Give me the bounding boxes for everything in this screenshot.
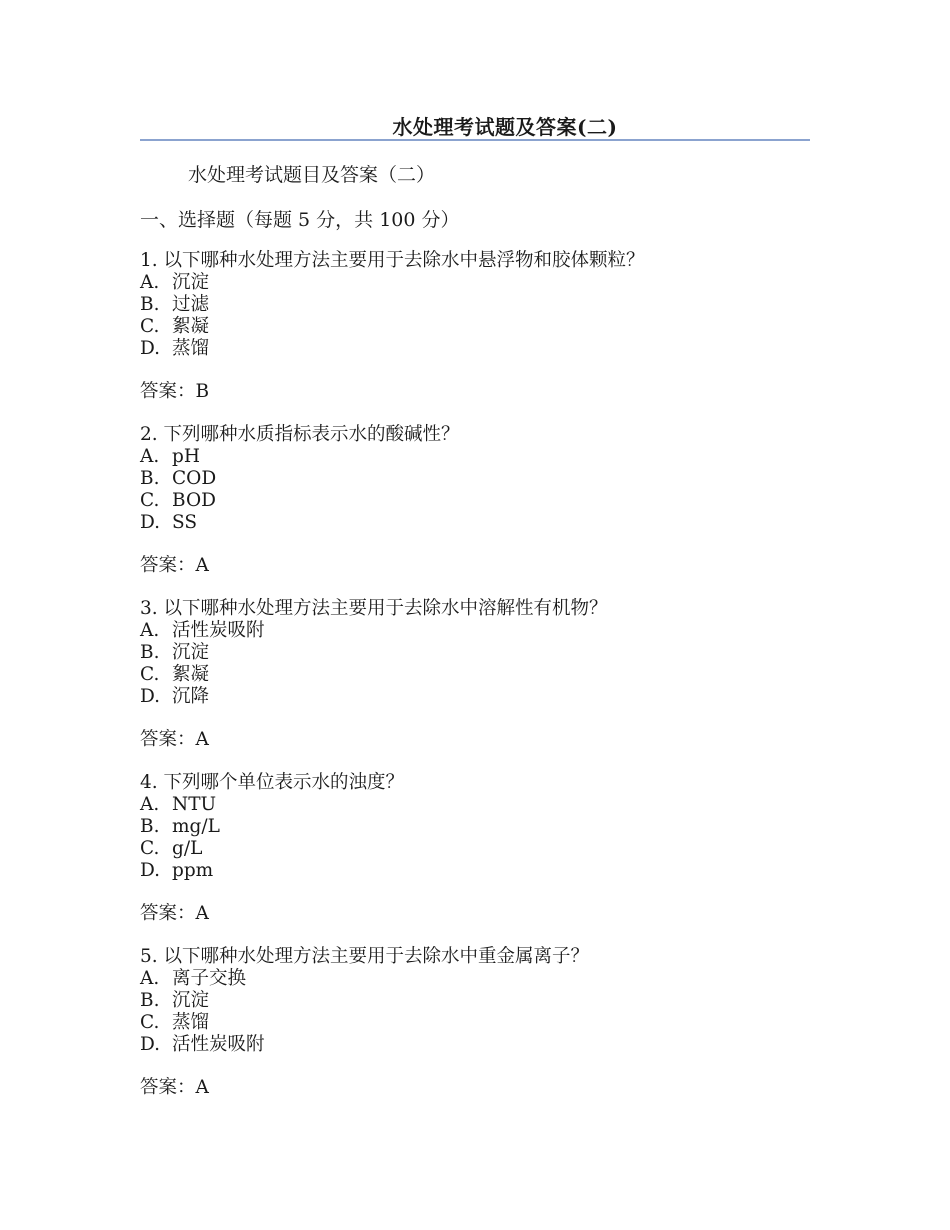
question-prompt: 下列哪个单位表示水的浊度？ — [163, 772, 405, 793]
option-text: 离子交换 — [172, 968, 247, 989]
option-c — [140, 316, 820, 338]
option-text: COD — [172, 468, 217, 489]
option-c — [140, 664, 820, 686]
option-b — [140, 468, 820, 490]
question-text — [140, 250, 820, 272]
option-list — [140, 446, 820, 534]
option-letter: D. — [140, 860, 161, 881]
question-number: 5. — [140, 946, 158, 967]
option-b — [140, 642, 820, 664]
title-divider — [140, 139, 810, 141]
option-b — [140, 294, 820, 316]
question-text — [140, 772, 820, 794]
option-letter: B. — [140, 816, 160, 837]
option-c — [140, 838, 820, 860]
option-text: 活性炭吸附 — [172, 620, 265, 641]
option-a — [140, 446, 820, 468]
option-text: 沉降 — [172, 686, 210, 707]
option-b — [140, 990, 820, 1012]
option-text: 蒸馏 — [172, 1012, 210, 1033]
question-number: 4. — [140, 772, 158, 793]
option-d — [140, 1034, 820, 1056]
answer: 答案：A — [140, 729, 209, 750]
answer: 答案：A — [140, 903, 209, 924]
answer: 答案：A — [140, 555, 209, 576]
question-prompt: 以下哪种水处理方法主要用于去除水中悬浮物和胶体颗粒？ — [163, 250, 645, 271]
option-a — [140, 272, 820, 294]
option-text: 絮凝 — [172, 664, 210, 685]
option-text: pH — [172, 446, 200, 467]
option-d — [140, 512, 820, 534]
option-text: 活性炭吸附 — [172, 1034, 265, 1055]
option-d — [140, 686, 820, 708]
question-4 — [140, 772, 820, 925]
option-text: ppm — [172, 860, 214, 881]
option-text: 絮凝 — [172, 316, 210, 337]
option-text: 沉淀 — [172, 642, 210, 663]
question-prompt: 以下哪种水处理方法主要用于去除水中溶解性有机物？ — [163, 598, 608, 619]
answer: 答案：B — [140, 381, 210, 402]
option-letter: B. — [140, 294, 160, 315]
question-text — [140, 424, 820, 446]
option-letter: B. — [140, 990, 160, 1011]
question-prompt: 下列哪种水质指标表示水的酸碱性？ — [163, 424, 460, 445]
option-letter: A. — [140, 620, 160, 641]
option-letter: B. — [140, 642, 160, 663]
question-2 — [140, 424, 820, 577]
option-b — [140, 816, 820, 838]
option-text: NTU — [172, 794, 217, 815]
option-text: 沉淀 — [172, 990, 210, 1011]
document-title: 水处理考试题及答案(二) — [392, 115, 618, 139]
option-letter: D. — [140, 1034, 161, 1055]
option-a — [140, 620, 820, 642]
section-heading: 一、选择题（每题 5 分，共 100 分） — [140, 209, 460, 231]
option-letter: A. — [140, 794, 160, 815]
option-text: 蒸馏 — [172, 338, 210, 359]
option-letter: D. — [140, 338, 161, 359]
option-letter: D. — [140, 686, 161, 707]
option-a — [140, 794, 820, 816]
option-letter: A. — [140, 272, 160, 293]
question-text — [140, 946, 820, 968]
question-text — [140, 598, 820, 620]
question-number: 3. — [140, 598, 158, 619]
question-number: 2. — [140, 424, 158, 445]
option-letter: B. — [140, 468, 160, 489]
option-letter: A. — [140, 968, 160, 989]
document-subtitle: 水处理考试题目及答案（二） — [188, 164, 436, 186]
option-text: 过滤 — [172, 294, 210, 315]
option-text: g/L — [172, 838, 203, 859]
option-a — [140, 968, 820, 990]
option-letter: C. — [140, 664, 160, 685]
option-letter: C. — [140, 316, 160, 337]
option-c — [140, 1012, 820, 1034]
option-c — [140, 490, 820, 512]
option-d — [140, 860, 820, 882]
option-letter: C. — [140, 838, 160, 859]
question-3 — [140, 598, 820, 751]
option-list — [140, 968, 820, 1056]
option-list — [140, 272, 820, 360]
option-text: BOD — [172, 490, 216, 511]
question-number: 1. — [140, 250, 158, 271]
question-5 — [140, 946, 820, 1099]
option-letter: C. — [140, 1012, 160, 1033]
option-letter: D. — [140, 512, 161, 533]
answer: 答案：A — [140, 1077, 209, 1098]
option-text: mg/L — [172, 816, 220, 837]
option-d — [140, 338, 820, 360]
option-list — [140, 794, 820, 882]
option-letter: A. — [140, 446, 160, 467]
question-1 — [140, 250, 820, 403]
option-list — [140, 620, 820, 708]
option-text: 沉淀 — [172, 272, 210, 293]
question-prompt: 以下哪种水处理方法主要用于去除水中重金属离子？ — [163, 946, 590, 967]
option-text: SS — [172, 512, 198, 533]
option-letter: C. — [140, 490, 160, 511]
